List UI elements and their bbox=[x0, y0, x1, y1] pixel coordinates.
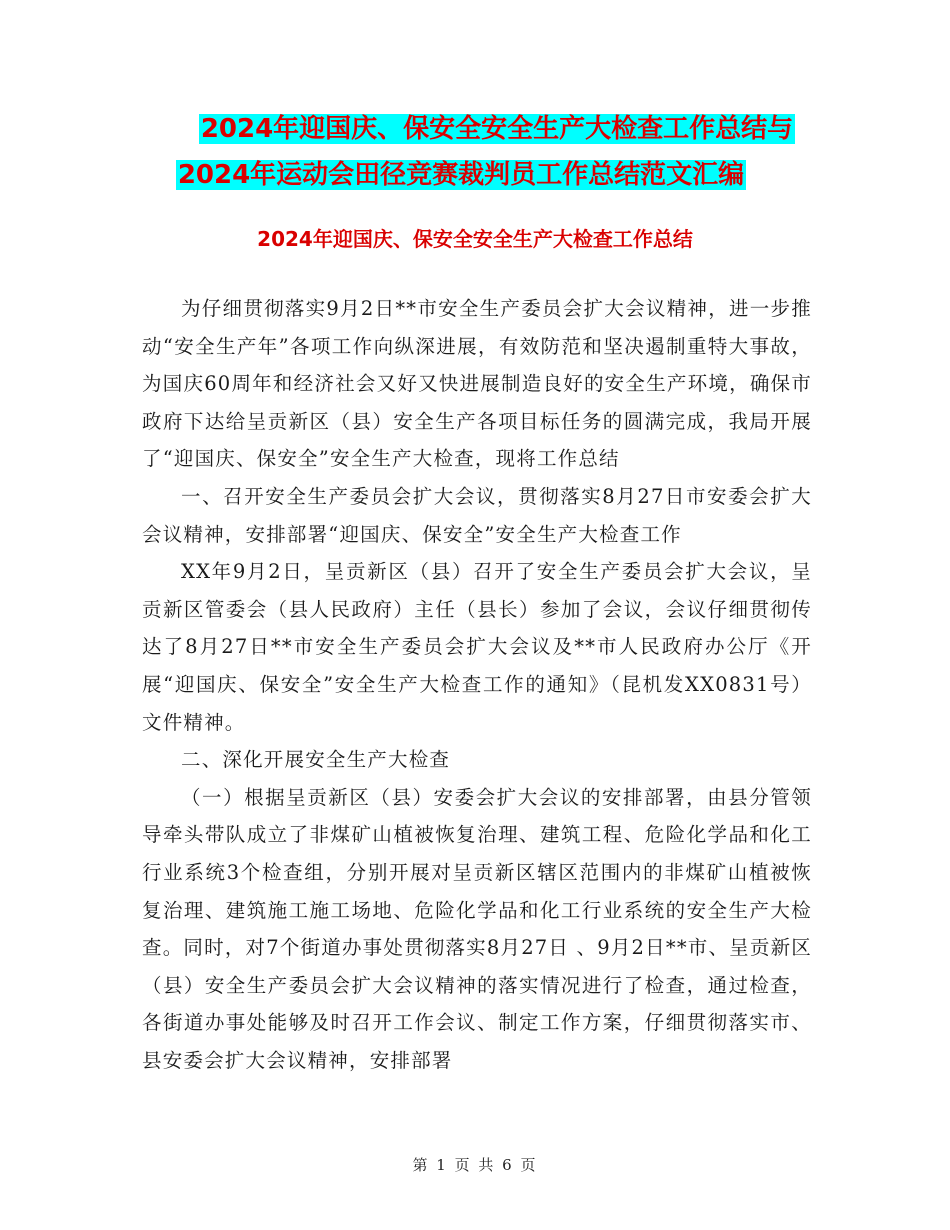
body-text bbox=[142, 290, 812, 1079]
paragraph-intro: 为仔细贯彻落实9月2日**市安全生产委员会扩大会议精神，进一步推动“安全生产年”各项工作向纵深进展，有效防范和坚决遏制重特大事故，为国庆60周年和经济社会又好又快进展制造良好的安全生产环境，确保市政府下达给呈贡新区（县）安全生产各项目标任务的圆满完成，我局开展了“迎国庆、保安全”安全生产大检查，现将工作总结 bbox=[142, 297, 812, 471]
main-title-line-1-text: 2024年迎国庆、保安全安全生产大检查工作总结与 bbox=[200, 114, 794, 144]
paragraph-heading-1: 一、召开安全生产委员会扩大会议，贯彻落实8月27日市安委会扩大会议精神，安排部署“迎国庆、保安全”安全生产大检查工作 bbox=[142, 484, 812, 546]
main-title-line-2 bbox=[0, 158, 936, 192]
section-title: 2024年迎国庆、保安全安全生产大检查工作总结 bbox=[257, 227, 693, 251]
main-title-line-1 bbox=[22, 112, 950, 146]
main-title-line-2-text: 2024年运动会田径竞赛裁判员工作总结范文汇编 bbox=[177, 160, 745, 190]
page-number-footer: 第 1 页 共 6 页 bbox=[412, 1156, 538, 1174]
paragraph-heading-2: 二、深化开展安全生产大检查 bbox=[181, 748, 451, 772]
paragraph-meeting: XX年9月2日，呈贡新区（县）召开了安全生产委员会扩大会议，呈贡新区管委会（县人民政府）主任（县长）参加了会议，会议仔细贯彻传达了8月27日**市安全生产委员会扩大会议及**市人民政府办公厅《开展“迎国庆、保安全”安全生产大检查工作的通知》（昆机发XX0831号）文件精神。 bbox=[142, 560, 812, 734]
paragraph-inspection: （一）根据呈贡新区（县）安委会扩大会议的安排部署，由县分管领导牵头带队成立了非煤矿山植被恢复治理、建筑工程、危险化学品和化工行业系统3个检查组，分别开展对呈贡新区辖区范围内的非煤矿山植被恢复治理、建筑施工施工场地、危险化学品和化工行业系统的安全生产大检查。同时，对7个街道办事处贯彻落实8月27日 、9月2日**市、呈贡新区（县）安全生产委员会扩大会议精神的落实情况进行了检查，通过检查，各街道办事处能够及时召开工作会议、制定工作方案，仔细贯彻落实市、县安委会扩大会议精神，安排部署 bbox=[142, 785, 812, 1072]
